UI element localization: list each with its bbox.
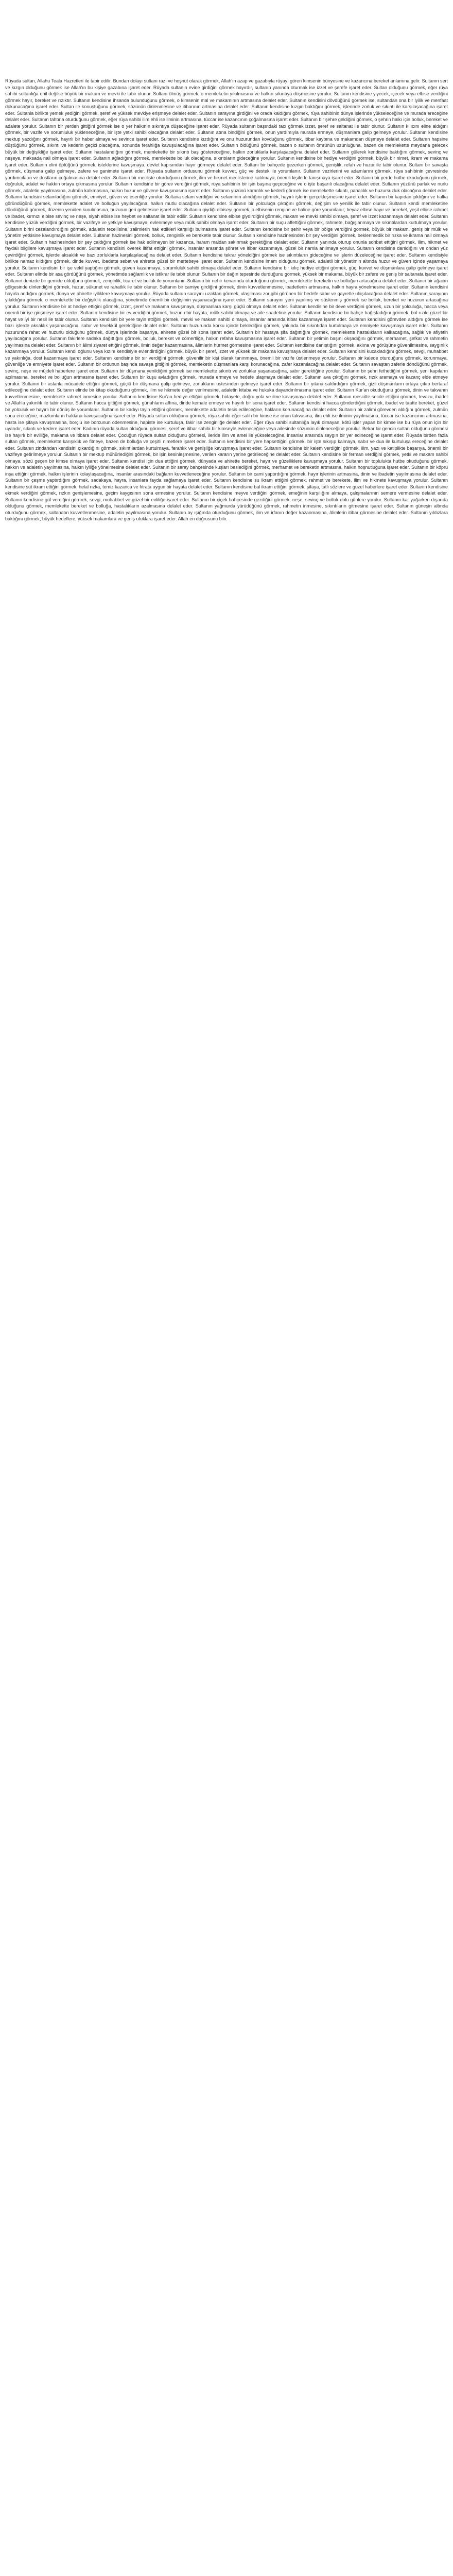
article-body: Rüyada sultan, Allahu Teala Hazretleri ile tabir edilir. Bundan dolayı sultanı razı ve hoşnut olarak görmek, Allah'ın azap ve gazabıyla rüyayı gören kimsenin bünyesine ve kazancına bereket anlamına gelir. Sultanın sert ve kızgın olduğunu görmek ise Allah'ın bu kişiye gazabına işaret eder. Rüyada sultanın evine girdiğini görmek hayırdır, sultanın yanında oturmak ise izzet ve şerefe işaret eder. Sultan olduğunu görmek, eğer rüya sahibi sultanlığa ehil değilse büyük bir makam ve mevki ile tabir olunur. Sultanı ölmüş görmek, o memleketin yıkılmasına ve halkın sıkıntıya düşmesine yorulur. Sultanın kendisine yiyecek, içecek veya elbise verdiğini görmek hayır, bereket ve rızıktır. Sultanın kendisine ihsanda bulunduğunu görmek, o kimsenin mal ve makamının artmasına delalet eder. Sultanın kendisini dövdüğünü görmek ise, sultandan ona bir iyilik ve menfaat dokunacağına işaret eder. Sultan ile konuştuğunu görmek, sözünün dinlenmesine ve itibarının artmasına delalet eder. Sultanın kendisine kızgın baktığını görmek, işlerinde zorluk ve sıkıntı ile karşılaşacağına işaret eder. Sultanla birlikte yemek yediğini görmek, şeref ve yüksek mevkiye erişmeye delalet eder. Sultanın sarayına girdiğini ve orada kaldığını görmek, rüya sahibinin dünya işlerinde yükseleceğine ve murada ereceğine delalet eder. Sultanın tahtına oturduğunu görmek, eğer rüya sahibi ilim ehli ise ilminin artmasına, tüccar ise kazancının çoğalmasına işaret eder. Sultanın bir şehre geldiğini görmek, o şehrin halkı için bolluk, bereket ve adalete yorulur. Sultanın bir yerden gittiğini görmek ise o yer halkının sıkıntıya düşeceğine işaret eder. Rüyada sultanın başındaki tacı görmek izzet, şeref ve saltanat ile tabir olunur. Sultanın kılıcını eline aldığını görmek, bir vazife ve sorumluluk yükleneceğine, bir işte yetki sahibi olacağına delalet eder. Sultanın atına bindiğini görmek, onun yardımıyla murada ermeye, düşmanlara galip gelmeye yorulur. Sultanın kendisine mektup yazdığını görmek, hayırlı bir haber almaya ve sevince işaret eder. Sultanın kendisine kızdığını ve onu huzurundan kovduğunu görmek, itibar kaybına ve makamdan düşmeye delalet eder. Sultanın hapsine düştüğünü görmek, sıkıntı ve kederin geçici olacağına, sonunda ferahlığa kavuşulacağına işaret eder. Sultanın öldüğünü görmek, bazen o sultanın ömrünün uzunluğuna, bazen de memlekette meydana gelecek büyük bir değişikliğe işaret eder. Sultanın hastalandığını görmek, memlekette bir sıkıntı baş göstereceğine, halkın zorluklarla karşılaşacağına delalet eder. Sultanın gülerek kendisine baktığını görmek, sevinç ve neşeye, maksada nail olmaya işaret eder. Sultanın ağladığını görmek, memlekette bolluk olacağına, sıkıntıların gideceğine yorulur. Sultanın kendisine bir hediye verdiğini görmek, büyük bir nimet, ikram ve makama işaret eder. Sultanın elini öptüğünü görmek, isteklerine kavuşmaya, devlet kapısından hayır görmeye delalet eder. Sultanı bir bahçede gezerken görmek, genişlik, refah ve huzur ile tabir olunur. Sultanı bir savaşta görmek, düşmana galip gelmeye, zafere ve ganimete işaret eder. Rüyada sultanın ordusunu görmek kuvvet, güç ve destek ile yorumlanır. Sultanın vezirlerini ve adamlarını görmek, rüya sahibinin çevresinde yardımcıların ve dostların çoğalmasına delalet eder. Sultanın bir mecliste oturduğunu görmek, ilim ve hikmet meclislerine katılmaya, önemli kişilerle tanışmaya işaret eder. Sultanın bir yerde hutbe okuduğunu görmek, doğruluk, adalet ve hakkın ortaya çıkmasına yorulur. Sultanın kendisine bir görev verdiğini görmek, rüya sahibinin bir işin başına geçeceğine ve o işte başarılı olacağına delalet eder. Sultanın yüzünü parlak ve nurlu görmek, adaletin yayılmasına, zulmün kalkmasına, halkın huzur ve güvene kavuşmasına işaret eder. Sultanın yüzünü karanlık ve kederli görmek ise memlekette sıkıntı, pahalılık ve huzursuzluk olacağına delalet eder. Sultanın kendisini selamladığını görmek, emniyet, güven ve esenliğe yorulur. Sultana selam verdiğini ve selamının alındığını görmek, hayırlı işlerin gerçekleşmesine işaret eder. Sultanın bir kapıdan çıktığını ve halka göründüğünü görmek, memlekette adalet ve bolluğun yayılacağına, halkın mutlu olacağına delalet eder. Sultanın bir yolculuğa çıktığını görmek, değişim ve yenilik ile tabir olunur. Sultanın kendi memleketine döndüğünü görmek, düzenin yeniden kurulmasına, huzurun geri gelmesine işaret eder. Sultanın giydiği elbiseyi görmek, o elbisenin rengine ve haline göre yorumlanır; beyaz elbise hayır ve bereket, yeşil elbise rahmet ve ibadet, kırmızı elbise sevinç ve neşe, siyah elbise ise heybet ve saltanat ile tabir edilir. Sultanın kendisine elbise giydirdiğini görmek, makam ve mevki sahibi olmaya, şeref ve izzet kazanmaya delalet eder. Sultanın kendisine yüzük verdiğini görmek, bir vazifeye ve yetkiye kavuşmaya, evlenmeye veya mülk sahibi olmaya işaret eder. Sultanın bir suçu affettiğini görmek, rahmete, bağışlanmaya ve sıkıntılardan kurtulmaya yorulur. Sultanın birini cezalandırdığını görmek, adaletin tecellisine, zalimlerin hak ettikleri karşılığı bulmasına işaret eder. Sultanın kendisine bir şehir veya bir bölge verdiğini görmek, büyük bir makam, geniş bir mülk ve yönetim yetkisine kavuşmaya delalet eder. Sultanın hazinesini görmek, bolluk, zenginlik ve bereketle tabir olunur. Sultanın kendisine hazinesinden bir şey verdiğini görmek, beklenmedik bir rızka ve ikrama nail olmaya işaret eder. Sultanın hazinesinden bir şey çaldığını görmek ise hak edilmeyen bir kazanca, haram maldan sakınmak gerektiğine delalet eder. Sultanın yanında oturup onunla sohbet ettiğini görmek, ilim, hikmet ve faydalı bilgilere kavuşmaya işaret eder. Sultanın kendisini överek iltifat ettiğini görmek, insanlar arasında şöhret ve itibar kazanmaya, güzel bir namla anılmaya yorulur. Sultanın kendisine darıldığını ve ondan yüz çevirdiğini görmek, işlerde aksaklık ve bazı zorluklarla karşılaşılacağına delalet eder. Sultanın kendisine tekrar yöneldiğini görmek ise sıkıntıların gideceğine ve işlerin düzeleceğine işaret eder. Sultanın kendisiyle birlikte namaz kıldığını görmek, dinde kuvvet, ibadette sebat ve ahirette güzel bir mertebeye işaret eder. Sultanın kendisine imam olduğunu görmek, adaletli bir yönetimin altında huzur ve güven içinde yaşamaya yorulur. Sultanın kendisini bir işe vekil yaptığını görmek, güven kazanmaya, sorumluluk sahibi olmaya delalet eder. Sultanın kendisine bir kılıç hediye ettiğini görmek, güç, kuvvet ve düşmanlara galip gelmeye işaret eder. Sultanın elinde bir asa gördüğünü görmek, yönetimde sağlamlık ve istikrar ile tabir olunur. Sultanın bir dağın tepesinde durduğunu görmek, yüksek bir makama, büyük bir zafere ve geniş bir saltanata işaret eder. Sultanın denizde bir gemide olduğunu görmek, zenginlik, ticaret ve bolluk ile yorumlanır. Sultanın bir nehir kenarında oturduğunu görmek, memlekette bereketin ve bolluğun artacağına delalet eder. Sultanın bir ağacın gölgesinde dinlendiğini görmek, huzur, sükunet ve rahatlık ile tabir olunur. Sultanın bir camiye girdiğini görmek, dinin kuvvetlenmesine, ibadetlerin artmasına, halkın hayra yönelmesine işaret eder. Sultanın kendisini hayırla andığını görmek, dünya ve ahirette iyiliklere kavuşmaya yorulur. Rüyada sultanın sarayını uzaktan görmek, ulaşılması zor gibi görünen bir hedefe sabır ve gayretle ulaşılacağına delalet eder. Sultanın sarayının yıkıldığını görmek, o memlekette bir değişiklik olacağına, yönetimde önemli bir değişimin yaşanacağına işaret eder. Sultanın sarayını yeni yapılmış ve süslenmiş görmek ise bolluk, bereket ve huzurun artacağına yorulur. Sultanın kendisine bir at hediye ettiğini görmek, izzet, şeref ve makama kavuşmaya, düşmanlara karşı güçlü olmaya delalet eder. Sultanın kendisine bir deve verdiğini görmek, uzun bir yolculuğa, hacca veya önemli bir işe girişmeye işaret eder. Sultanın kendisine bir ev verdiğini görmek, huzurlu bir hayata, mülk sahibi olmaya ve aile saadetine yorulur. Sultanın kendisine bir bahçe bağışladığını görmek, bol rızık, güzel bir hayat ve iyi bir nesil ile tabir olunur. Sultanın kendisini bir yere tayin ettiğini görmek, mevki ve makam sahibi olmaya, insanlar arasında itibar kazanmaya işaret eder. Sultanın kendisini görevden aldığını görmek ise bazı işlerde aksaklık yaşanacağına, sabır ve tevekkül gerektiğine delalet eder. Sultanın huzurunda korku içinde beklediğini görmek, yakında bir sıkıntıdan kurtulmaya ve emniyete kavuşmaya işaret eder. Sultanın huzurunda rahat ve huzurlu olduğunu görmek, dünya işlerinde başarıya, ahirette güzel bir sona işaret eder. Sultanın bir hastaya şifa dağıttığını görmek, memlekette hastalıkların kalkacağına, sağlık ve afiyetin yayılacağına yorulur. Sultanın fakirlere sadaka dağıttığını görmek, bolluk, bereket ve cömertliğe, halkın refaha kavuşmasına işaret eder. Sultanın bir yetimin başını okşadığını görmek, merhamet, şefkat ve rahmetin yayılmasına delalet eder. Sultanın bir âlimi ziyaret ettiğini görmek, ilmin değer kazanmasına, âlimlerin hürmet görmesine işaret eder. Sultanın kendisine danıştığını görmek, aklına ve görüşüne güvenilmesine, saygınlık kazanmaya yorulur. Sultanın kendi oğlunu veya kızını kendisiyle evlendirdiğini görmek, büyük bir şeref, izzet ve yüksek bir makama kavuşmaya delalet eder. Sultanın kendisini kucakladığını görmek, sevgi, muhabbet ve yakınlığa, dost kazanmaya işaret eder. Sultanın kendisine bir sır verdiğini görmek, güvenilir bir kişi olarak tanınmaya, önemli bir vazife üstlenmeye yorulur. Sultanın bir kalede oturduğunu görmek, korunmaya, güvenliğe ve emniyete işaret eder. Sultanın bir ordunun başında savaşa gittiğini görmek, memleketin düşmanlara karşı korunacağına, zafer kazanılacağına delalet eder. Sultanın savaştan zaferle döndüğünü görmek, sevinç, neşe ve müjdeli haberlere işaret eder. Sultanın bir düşmana yenildiğini görmek ise memlekette sıkıntı ve zorluklar yaşanacağına, sabır gerektiğine yorulur. Sultanın bir şehri fethettiğini görmek, yeni kapıların açılmasına, bereket ve bolluğun artmasına işaret eder. Sultanın bir kuşu avladığını görmek, murada ermeye ve hedefe ulaşmaya delalet eder. Sultanın ava çıktığını görmek, rızık aramaya ve kazanç elde etmeye yorulur. Sultanın bir aslanla mücadele ettiğini görmek, güçlü bir düşmana galip gelmeye, zorlukların üstesinden gelmeye işaret eder. Sultanın bir yılana saldırdığını görmek, gizli düşmanların ortaya çıkıp bertaraf edileceğine delalet eder. Sultanın elinde bir kitap okuduğunu görmek, ilim ve hikmete değer verilmesine, adaletin kitaba ve hukuka dayandırılmasına işaret eder. Sultanın Kur'an okuduğunu görmek, dinin ve takvanın kuvvetlenmesine, memlekete rahmet inmesine yorulur. Sultanın kendisine Kur'an hediye ettiğini görmek, hidayete, doğru yola ve ilme kavuşmaya delalet eder. Sultanın mescitte secde ettiğini görmek, tevazu, ibadet ve Allah'a yakınlık ile tabir olunur. Sultanın hacca gittiğini görmek, günahların affına, dinde kemale ermeye ve hayırlı bir sona işaret eder. Sultanın kendisini hacca gönderdiğini görmek, ibadet ve taatte bereket, güzel bir yolculuk ve hayırlı bir dönüş ile yorumlanır. Sultanın bir kadıyı tayin ettiğini görmek, memlekette adaletin tesis edileceğine, hakların korunacağına delalet eder. Sultanın bir zalimi görevden aldığını görmek, zulmün sona ereceğine, mazlumların hakkına kavuşacağına işaret eder. Rüyada sultan olduğunu görmek, rüya sahibi eğer salih bir kimse ise onun takvasına, ilim ehli ise ilminin yayılmasına, tüccar ise kazancının artmasına, hasta ise şifaya kavuşmasına, borçlu ise borcunun ödenmesine, hapiste ise kurtuluşa, fakir ise zenginliğe delalet eder. Eğer rüya sahibi sultanlığa layık olmayan, kötü işler yapan bir kimse ise bu rüya onun için bir uyarıdır, sıkıntı ve kedere işaret eder. Kadının rüyada sultan olduğunu görmesi, şeref ve itibar sahibi bir kimseyle evleneceğine veya ailesinde sözünün dinleneceğine yorulur. Bekar bir gencin sultan olduğunu görmesi ise hayırlı bir evliliğe, makama ve itibara delalet eder. Çocuğun rüyada sultan olduğunu görmesi, ileride ilim ve amel ile yükseleceğine, insanlar arasında saygın bir yer edineceğine işaret eder. Rüyada birden fazla sultan görmek, memlekette karışıklık ve fitneye, bazen de bolluğa ve çeşitli nimetlere işaret eder. Sultanın kendisini bir yere hapsettiğini görmek, bir işte sıkışıp kalmaya, sabır ve dua ile kurtuluşa ereceğine delalet eder. Sultanın zindandan kendisini çıkardığını görmek, sıkıntılardan kurtulmaya, ferahlık ve genişliğe kavuşmaya işaret eder. Sultanın kendisine bir kalem verdiğini görmek, ilim, yazı ve katiplikte başarıya, önemli bir vazifeye getirilmeye yorulur. Sultanın bir mektup mühürlediğini görmek, bir işin kesinleşmesine, verilen kararın yerine getirileceğine delalet eder. Sultanın kendisine bir ferman verdiğini görmek, yetki ve makam sahibi olmaya, sözü geçen bir kimse olmaya işaret eder. Sultanın kendisi için dua ettiğini görmek, dünyada ve ahirette bereket, hayır ve güzelliklere kavuşmaya yorulur. Sultanın bir toplulukta hutbe okuduğunu görmek, hakkın ve adaletin yayılmasına, halkın iyiliğe yönelmesine delalet eder. Sultanın bir saray bahçesinde kuşları beslediğini görmek, merhamet ve bereketin artmasına, halkın hoşnutluğuna işaret eder. Sultanın bir köprü inşa ettiğini görmek, halkın işlerinin kolaylaşacağına, insanlar arasındaki bağların kuvvetleneceğine yorulur. Sultanın bir cami yaptırdığını görmek, hayır işlerinin artmasına, dinin ve ibadetin yayılmasına delalet eder. Sultanın bir çeşme yaptırdığını görmek, sadakaya, hayra, insanlara fayda sağlamaya işaret eder. Sultanın kendisine su ikram ettiğini görmek, rahmet ve berekete, ilim ve hikmete kavuşmaya yorulur. Sultanın kendisine süt ikram ettiğini görmek, helal rızka, temiz kazanca ve fıtrata uygun bir hayata delalet eder. Sultanın kendisine bal ikram ettiğini görmek, şifaya, tatlı sözlere ve güzel haberlere işaret eder. Sultanın kendisine ekmek verdiğini görmek, rızkın genişlemesine, geçim kaygısının sona ermesine yorulur. Sultanın kendisine meyve verdiğini görmek, emeğinin karşılığını almaya, çalışmalarının semere vermesine delalet eder. Sultanın kendisine gül verdiğini görmek, sevgi, muhabbet ve güzel bir evliliğe işaret eder. Sultanın bir çiçek bahçesinde gezdiğini görmek, neşe, sevinç ve bolluk dolu günlere yorulur. Sultanın kar yağarken dışarıda olduğunu görmek, memlekette bereket ve bolluğa, hastalıkların azalmasına delalet eder. Sultanın yağmurda yürüdüğünü görmek, rahmetin inmesine, sıkıntıların gitmesine işaret eder. Sultanın güneşin altında oturduğunu görmek, saltanatın kuvvetlenmesine, adaletin yayılmasına yorulur. Sultanın ay ışığında oturduğunu görmek, ilim ve irfanın değer kazanmasına, âlimlerin itibar görmesine delalet eder. Sultanın yıldızlara baktığını görmek, büyük hedeflere, yüksek makamlara ve geniş ufuklara işaret eder. Allah en doğrusunu bilir. [5,78,448,521]
